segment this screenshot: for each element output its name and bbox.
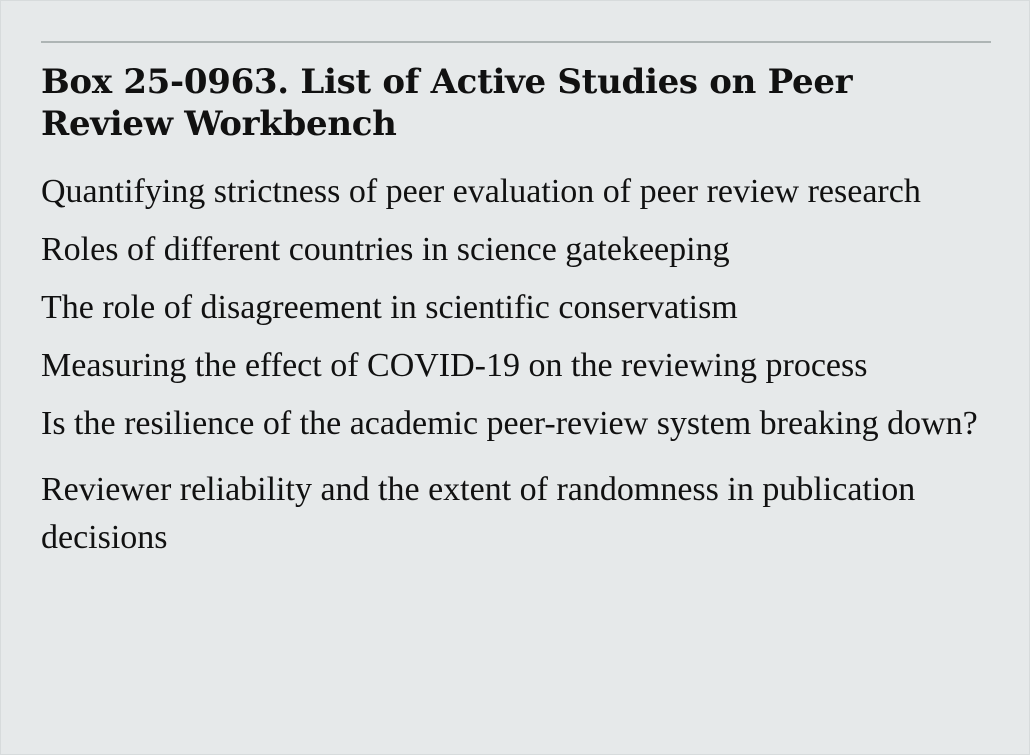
study-item-5: Is the resilience of the academic peer-review system breaking down? [41,405,978,442]
study-item-3: The role of disagreement in scientific conservatism [41,289,738,326]
study-item-1: Quantifying strictness of peer evaluation of peer review research [41,173,921,210]
top-rule-divider [41,41,991,43]
study-item-4: Measuring the effect of COVID-19 on the reviewing process [41,347,868,384]
study-item-6: Reviewer reliability and the extent of randomness in publication decisions [41,471,916,556]
study-item-2: Roles of different countries in science gatekeeping [41,231,730,268]
box-title: Box 25-0963. List of Active Studies on Peer Review Workbench [41,62,853,144]
study-list [41,168,991,572]
